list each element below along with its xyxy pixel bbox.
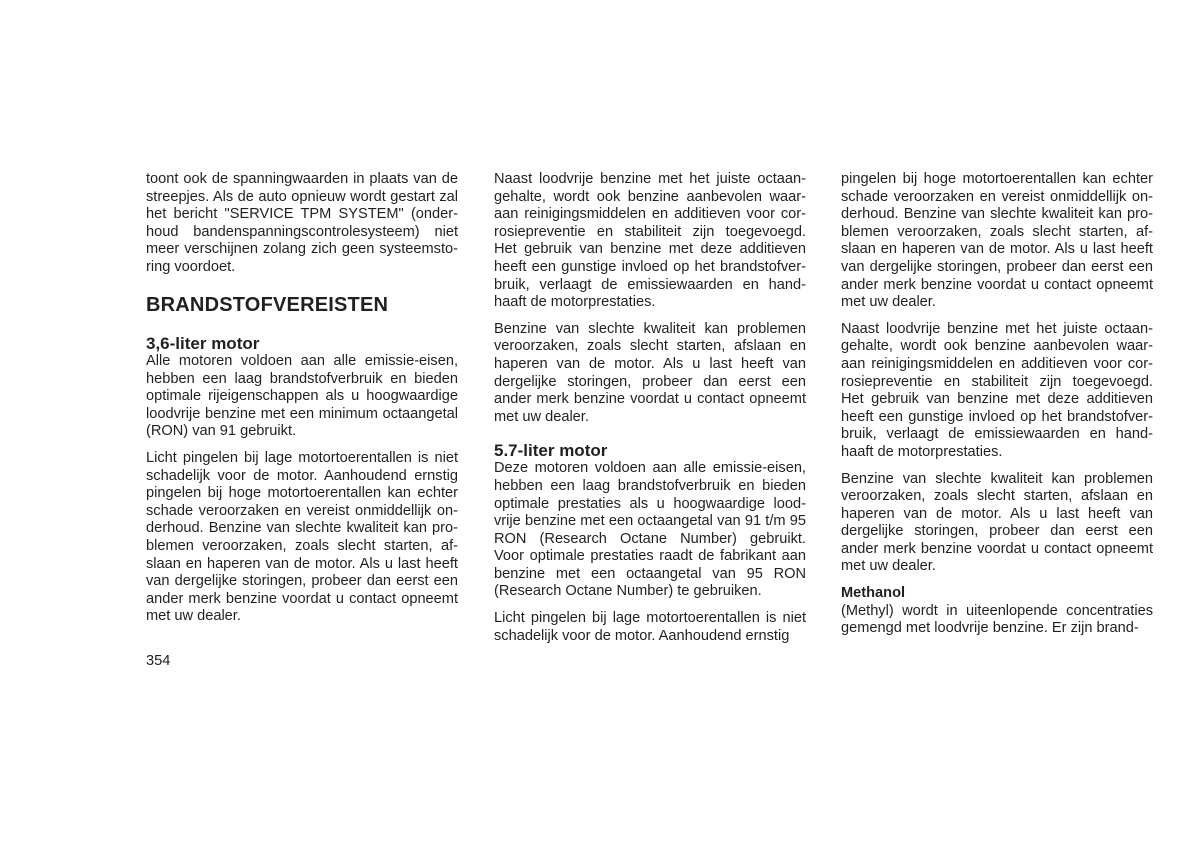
text-line: benzine met een octaangetal van 95 RON: [494, 565, 806, 582]
text-line: met uw dealer.: [146, 608, 241, 625]
text-line: schade veroorzaken en vereist onmiddellijk on-: [146, 502, 458, 519]
text-line: ring voordoet.: [146, 258, 236, 275]
text-line: Licht pingelen bij lage motortoerentallen is niet: [146, 449, 458, 466]
text-line: rosiepreventie en stabiliteit zijn toegevoegd.: [494, 223, 806, 240]
text-line: bruik, verlaagt de emissiewaarden en hand-: [494, 276, 806, 293]
text-line: (RON) van 91 gebruikt.: [146, 423, 297, 440]
heading-methanol: Methanol: [841, 585, 906, 602]
column-1: [146, 171, 458, 277]
text-line: bruik, verlaagt de emissiewaarden en hand-: [841, 426, 1153, 443]
text-line: met uw dealer.: [494, 408, 589, 425]
text-line: van dergelijke storingen, probeer dan eerst een: [146, 573, 458, 590]
text-line: Het gebruik van benzine met deze additieven: [494, 241, 806, 258]
heading-3-6-liter-motor: 3,6-liter motor: [146, 334, 260, 353]
text-line: Benzine van slechte kwaliteit kan problemen: [841, 470, 1153, 487]
text-line: aan reinigingsmiddelen en additieven voor cor-: [841, 355, 1153, 372]
text-line: hebben een laag brandstofverbruik en bieden: [494, 477, 806, 494]
text-line: pingelen bij hoge motortoerentallen kan echter: [146, 485, 458, 502]
text-line: slaan en haperen van de motor. Als u last heeft: [841, 241, 1153, 258]
text-line: ander merk benzine voordat u contact opneemt: [841, 276, 1153, 293]
text-line: Voor optimale prestaties raadt de fabrikant aan: [494, 548, 806, 565]
text-line: het bericht "SERVICE TPM SYSTEM" (onder-: [146, 206, 458, 223]
text-line: veroorzaken, zoals slecht starten, afslaan en: [494, 338, 806, 355]
text-line: dergelijke storingen, probeer dan eerst een: [841, 523, 1153, 540]
text-line: houd bandenspanningscontrolesysteem) niet: [146, 223, 458, 240]
text-line: aan reinigingsmiddelen en additieven voor cor-: [494, 206, 806, 223]
text-line: met uw dealer.: [841, 558, 936, 575]
text-line: heeft een gunstige invloed op het brandstofver-: [841, 408, 1153, 425]
text-line: Het gebruik van benzine met deze additieven: [841, 391, 1153, 408]
paragraph-5-7-liter-emissions: [494, 460, 806, 601]
text-line: haperen van de motor. Als u last heeft van: [841, 505, 1153, 522]
text-line: Benzine van slechte kwaliteit kan problemen: [494, 320, 806, 337]
text-line: blemen veroorzaken, zoals slecht starten, af-: [146, 537, 458, 554]
text-line: (Research Octane Number) te gebruiken.: [494, 583, 762, 600]
text-line: derhoud. Benzine van slechte kwaliteit kan pro-: [146, 520, 458, 537]
paragraph-additieven: [494, 171, 806, 312]
paragraph-slechte-kwaliteit: [494, 321, 806, 427]
text-line: optimale rijeigenschappen als u hoogwaardige: [146, 388, 458, 405]
text-line: Deze motoren voldoen aan alle emissie-eisen,: [494, 460, 806, 477]
paragraph-3-6-liter-pingelen: [146, 450, 458, 626]
text-line: pingelen bij hoge motortoerentallen kan echter: [841, 171, 1153, 187]
text-line: Naast loodvrije benzine met het juiste octaan-: [841, 320, 1153, 337]
text-line: optimale prestaties als u hoogwaardige lood-: [494, 495, 806, 512]
text-line: gehalte, wordt ook benzine aanbevolen waar-: [841, 338, 1153, 355]
text-line: Alle motoren voldoen aan alle emissie-eisen,: [146, 353, 458, 369]
intro-paragraph: [146, 171, 458, 277]
text-line: hebben een laag brandstofverbruik en bieden: [146, 370, 458, 387]
text-line: RON (Research Octane Number) gebruikt.: [494, 530, 806, 547]
text-line: gemengd met loodvrije benzine. Er zijn brand-: [841, 620, 1139, 637]
text-line: met uw dealer.: [841, 294, 936, 311]
column-1-lower: [146, 334, 458, 626]
text-line: streepjes. Als de auto opnieuw wordt gestart zal: [146, 188, 458, 205]
paragraph-methanol: [841, 603, 1153, 638]
paragraph-additieven-2: [841, 321, 1153, 462]
text-line: meer verschijnen zolang zich geen systeemsto-: [146, 241, 458, 258]
text-line: Licht pingelen bij lage motortoerentallen is niet: [494, 610, 806, 627]
text-line: loodvrije benzine met een minimum octaangetal: [146, 405, 458, 422]
text-line: toont ook de spanningwaarden in plaats van de: [146, 171, 458, 187]
paragraph-pingelen-continued: [841, 171, 1153, 312]
text-line: ander merk benzine voordat u contact opneemt: [841, 540, 1153, 557]
text-line: rosiepreventie en stabiliteit zijn toegevoegd.: [841, 373, 1153, 390]
column-3: [841, 171, 1153, 638]
text-line: slaan en haperen van de motor. Als u last heeft: [146, 555, 458, 572]
text-line: van dergelijke storingen, probeer dan eerst een: [841, 258, 1153, 275]
text-line: Naast loodvrije benzine met het juiste octaan-: [494, 171, 806, 187]
text-line: derhoud. Benzine van slechte kwaliteit kan pro-: [841, 206, 1153, 223]
text-line: veroorzaken, zoals slecht starten, afslaan en: [841, 488, 1153, 505]
page-number: 354: [146, 653, 171, 669]
paragraph-5-7-liter-pingelen: [494, 610, 806, 645]
text-line: haaft de motorprestaties.: [841, 443, 1003, 460]
text-line: ander merk benzine voordat u contact opneemt: [146, 590, 458, 607]
text-line: gehalte, wordt ook benzine aanbevolen waar-: [494, 188, 806, 205]
text-line: blemen veroorzaken, zoals slecht starten, af-: [841, 223, 1153, 240]
text-line: haperen van de motor. Als u last heeft van: [494, 355, 806, 372]
heading-5-7-liter-motor: 5.7-liter motor: [494, 441, 608, 461]
paragraph-slechte-kwaliteit-2: [841, 471, 1153, 577]
text-line: haaft de motorprestaties.: [494, 294, 656, 311]
text-line: heeft een gunstige invloed op het brandstofver-: [494, 258, 806, 275]
paragraph-3-6-liter-emissions: [146, 353, 458, 441]
text-line: dergelijke storingen, probeer dan eerst een: [494, 373, 806, 390]
text-line: schadelijk voor de motor. Aanhoudend ernstig: [494, 627, 790, 644]
section-title: BRANDSTOFVEREISTEN: [146, 294, 389, 316]
column-2: [494, 171, 806, 645]
text-line: vrije benzine met een octaangetal van 91 t/m 95: [494, 513, 806, 530]
text-line: (Methyl) wordt in uiteenlopende concentraties: [841, 602, 1153, 619]
text-line: ander merk benzine voordat u contact opneemt: [494, 391, 806, 408]
text-line: schadelijk voor de motor. Aanhoudend ernstig: [146, 467, 458, 484]
text-line: schade veroorzaken en vereist onmiddellijk on-: [841, 188, 1153, 205]
